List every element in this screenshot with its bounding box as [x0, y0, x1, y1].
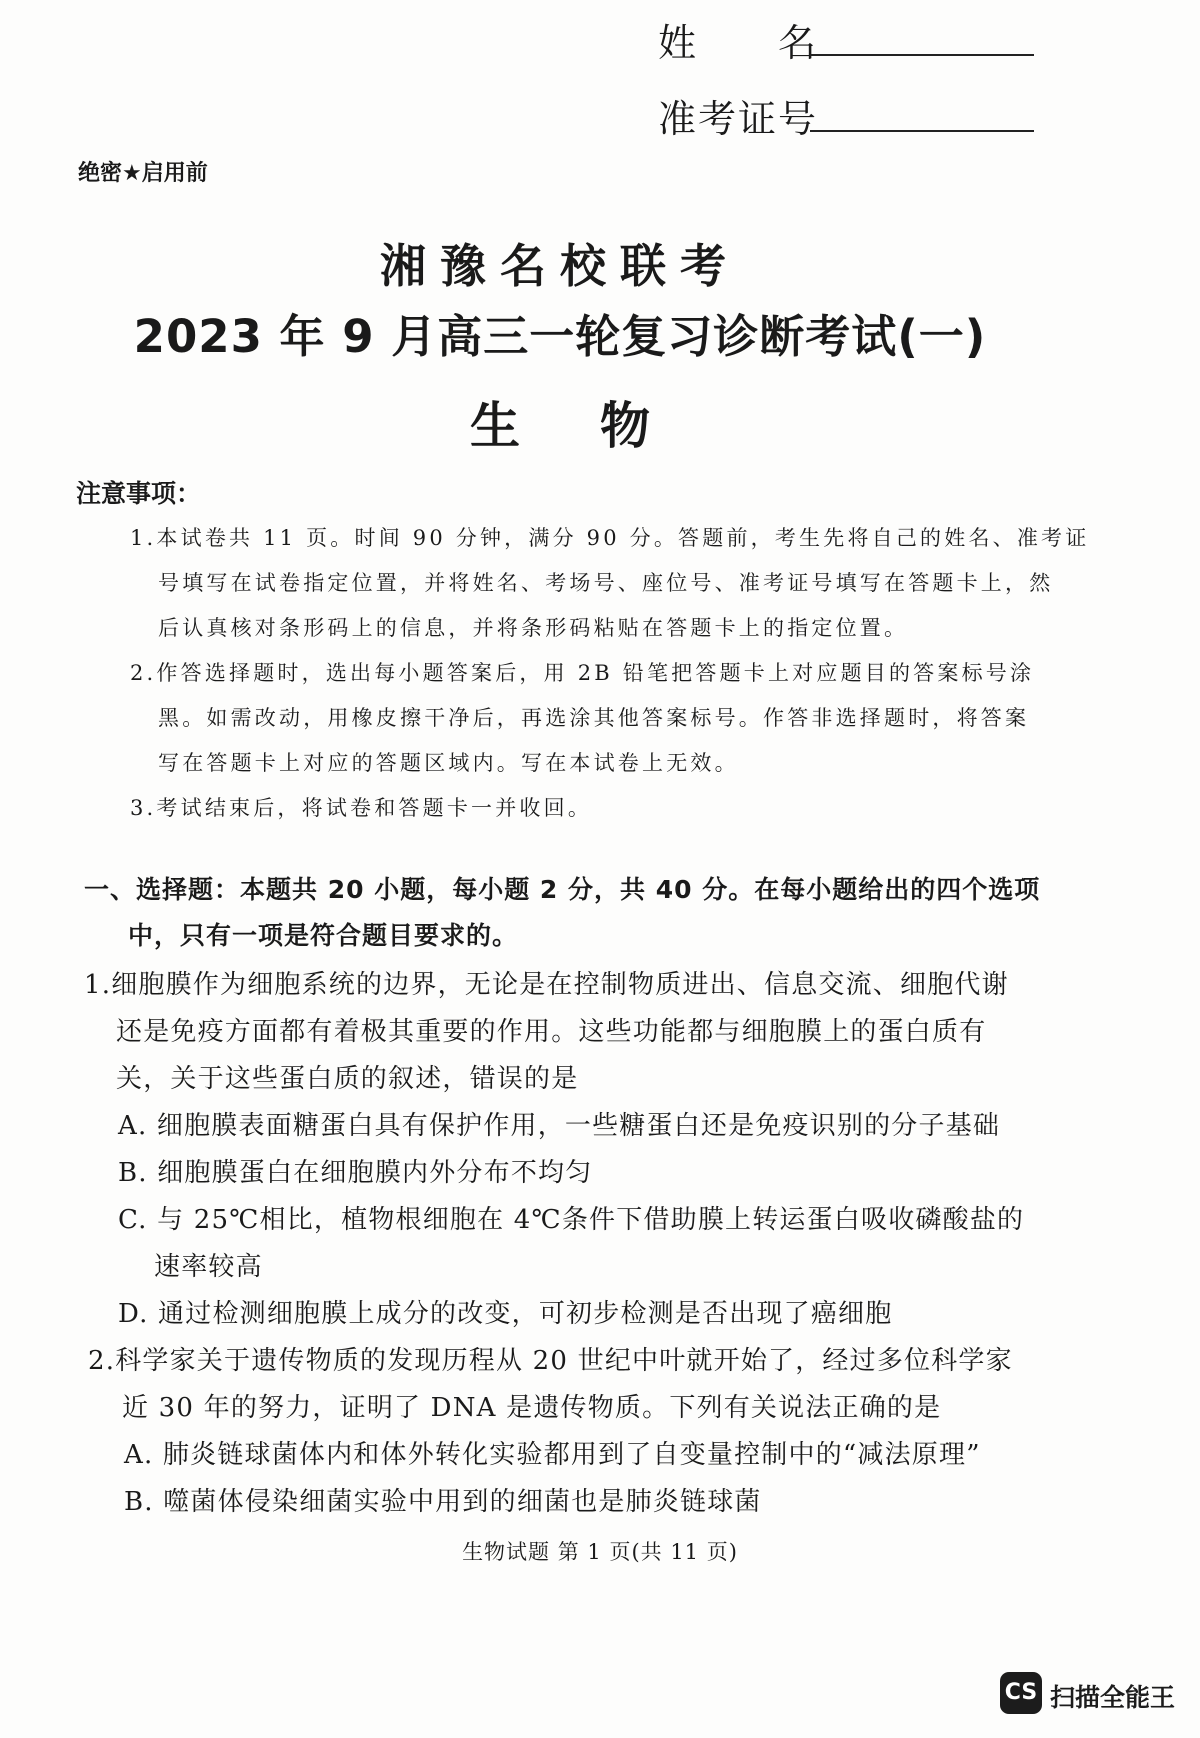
question-1-option-b: B. 细胞膜蛋白在细胞膜内外分布不均匀 [118, 1158, 593, 1188]
camscanner-brand: 扫描全能王 [1050, 1683, 1176, 1712]
section-heading: 一、选择题：本题共 20 小题，每小题 2 分，共 40 分。在每小题给出的四个选项 [84, 875, 1041, 904]
exam-id-blank [810, 130, 1034, 132]
question-1-stem: 还是免疫方面都有着极其重要的作用。这些功能都与细胞膜上的蛋白质有 [116, 1017, 987, 1047]
notice-line: 号填写在试卷指定位置，并将姓名、考场号、座位号、准考证号填写在答题卡上，然 [158, 571, 1054, 595]
question-1-option-c: C. 与 25℃相比，植物根细胞在 4℃条件下借助膜上转运蛋白吸收磷酸盐的 [118, 1205, 1025, 1235]
camscanner-logo-icon: CS [1000, 1672, 1042, 1714]
section-heading-cont: 中，只有一项是符合题目要求的。 [128, 921, 519, 950]
notice-line: 写在答题卡上对应的答题区域内。写在本试卷上无效。 [158, 751, 739, 775]
notice-line: 1.本试卷共 11 页。时间 90 分钟，满分 90 分。答题前，考生先将自己的姓名、准考证 [130, 526, 1090, 550]
exam-title-line2: 2023 年 9 月高三一轮复习诊断考试(一) [133, 310, 987, 363]
exam-id-label: 准考证号 [658, 97, 819, 141]
question-1-option-d: D. 通过检测细胞膜上成分的改变，可初步检测是否出现了癌细胞 [118, 1299, 893, 1329]
name-blank [810, 54, 1034, 56]
subject-title: 生物 [470, 397, 730, 455]
confidential-mark: 绝密★启用前 [78, 161, 208, 186]
notice-line: 3.考试结束后，将试卷和答题卡一并收回。 [130, 796, 593, 820]
question-2-option-b: B. 噬菌体侵染细菌实验中用到的细菌也是肺炎链球菌 [124, 1487, 762, 1517]
name-label: 姓 名 [658, 21, 819, 65]
question-1-option-c-cont: 速率较高 [154, 1252, 263, 1282]
notice-line: 2.作答选择题时，选出每小题答案后，用 2B 铅笔把答题卡上对应题目的答案标号涂 [130, 661, 1035, 685]
question-2-stem: 近 30 年的努力，证明了 DNA 是遗传物质。下列有关说法正确的是 [122, 1393, 942, 1423]
notice-heading: 注意事项： [76, 479, 202, 508]
question-1-stem: 关，关于这些蛋白质的叙述，错误的是 [116, 1064, 579, 1094]
page-footer: 生物试题 第 1 页(共 11 页) [462, 1540, 738, 1564]
question-2-stem: 2.科学家关于遗传物质的发现历程从 20 世纪中叶就开始了，经过多位科学家 [88, 1346, 1013, 1376]
notice-line: 后认真核对条形码上的信息，并将条形码粘贴在答题卡上的指定位置。 [158, 616, 909, 640]
question-2-option-a: A. 肺炎链球菌体内和体外转化实验都用到了自变量控制中的“减法原理” [124, 1440, 981, 1470]
question-1-option-a: A. 细胞膜表面糖蛋白具有保护作用，一些糖蛋白还是免疫识别的分子基础 [118, 1111, 1001, 1141]
notice-line: 黑。如需改动，用橡皮擦干净后，再选涂其他答案标号。作答非选择题时，将答案 [158, 706, 1030, 730]
exam-title-line1: 湘豫名校联考 [380, 239, 740, 293]
question-1-stem: 1.细胞膜作为细胞系统的边界，无论是在控制物质进出、信息交流、细胞代谢 [84, 970, 1009, 1000]
